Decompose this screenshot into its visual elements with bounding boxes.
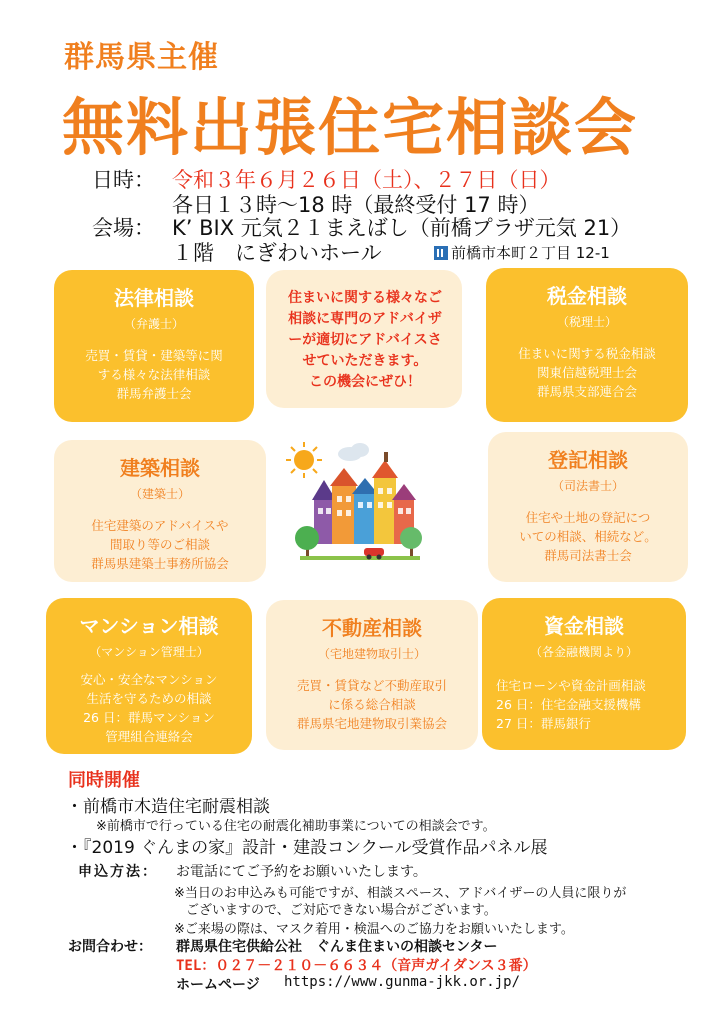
consult-box-registration xyxy=(488,432,688,582)
consult-desc-line: に係る総合相談 xyxy=(328,697,416,712)
consult-desc-line: 住宅や土地の登記につ xyxy=(525,510,651,525)
consult-desc-line: 管理組合連絡会 xyxy=(105,729,193,744)
phone-number[interactable]: TEL：０２７－２１０－６６３４（音声ガイダンス３番） xyxy=(176,958,537,974)
consult-box-tax xyxy=(486,268,688,422)
consult-box-finance xyxy=(482,598,686,750)
consult-desc-line: 安心・安全なマンション xyxy=(80,672,218,687)
town-illustration xyxy=(280,434,430,574)
consult-sub: （司法書士） xyxy=(551,479,624,493)
consult-desc-line: 群馬県支部連合会 xyxy=(536,384,637,399)
datetime-label: 日時： xyxy=(92,168,155,192)
venue-address-text: 前橋市本町２丁目 12-1 xyxy=(451,244,610,262)
organizer-label: 群馬県主催 xyxy=(64,40,219,75)
consult-title: 建築相談 xyxy=(120,456,200,480)
consult-title: マンション相談 xyxy=(79,614,219,638)
consult-desc-line: 群馬弁護士会 xyxy=(116,386,192,401)
apply-value: お電話にてご予約をお願いいたします。 xyxy=(176,864,427,880)
consult-desc-line: 群馬県宅地建物取引業協会 xyxy=(296,716,447,731)
consult-box-legal xyxy=(54,270,254,422)
consult-box-architecture xyxy=(54,440,266,582)
concurrent-item: ・前橋市木造住宅耐震相談 xyxy=(66,797,270,817)
consult-desc-line: 住まいに関する税金相談 xyxy=(518,346,656,361)
center-message xyxy=(274,288,456,393)
ground-icon xyxy=(300,556,420,560)
houses-icon xyxy=(312,452,416,544)
consult-title: 登記相談 xyxy=(548,448,628,472)
consult-sub: （マンション管理士） xyxy=(89,645,209,659)
apply-note: ※当日のお申込みも可能ですが、相談スペース、アドバイザーの人員に限りが xyxy=(174,886,627,901)
consult-desc-line: 売買・賃貸・建築等に関 xyxy=(85,348,223,363)
consult-desc-line: 群馬司法書士会 xyxy=(544,548,632,563)
concurrent-title: 同時開催 xyxy=(68,770,140,791)
consult-box-real-estate xyxy=(266,600,478,750)
message-line: この機会にぜひ！ xyxy=(309,374,421,390)
consult-desc-line: する様々な法律相談 xyxy=(97,367,211,382)
message-line: せていただきます。 xyxy=(302,353,428,369)
concurrent-item: ・『2019 ぐんまの家』設計・建設コンクール受賞作品パネル展 xyxy=(66,838,548,858)
consult-desc-line: 関東信越税理士会 xyxy=(536,365,637,380)
building-icon xyxy=(434,246,448,260)
consult-desc-line: 生活を守るための相談 xyxy=(86,691,212,706)
homepage-link[interactable]: https://www.gunma-jkk.or.jp/ xyxy=(284,974,521,990)
consult-desc-line: 26 日：群馬マンション xyxy=(83,710,215,725)
datetime-value: 令和３年６月２６日（土）、２７日（日） xyxy=(172,168,561,192)
consult-box-condominium xyxy=(46,598,252,754)
concurrent-item-note: ※前橋市で行っている住宅の耐震化補助事業についての相談会です。 xyxy=(96,819,496,834)
apply-label: 申込方法： xyxy=(78,864,158,880)
sun-icon xyxy=(286,442,322,478)
apply-note: ございますので、ご対応できない場合がございます。 xyxy=(186,903,497,918)
consult-title: 資金相談 xyxy=(544,614,624,638)
consult-desc-line: 26 日：住宅金融支援機構 xyxy=(496,697,641,712)
consult-sub: （建築士） xyxy=(129,487,190,501)
consult-title: 法律相談 xyxy=(114,286,194,310)
apply-note: ※ご来場の際は、マスク着用・検温へのご協力をお願いいたします。 xyxy=(174,922,574,937)
consult-desc-line: 住宅ローンや資金計画相談 xyxy=(496,678,646,693)
consult-sub: （税理士） xyxy=(556,315,617,329)
consult-desc-line: いての相談、相続など。 xyxy=(519,529,657,544)
consult-desc-line: 住宅建築のアドバイスや xyxy=(91,518,229,533)
venue-address xyxy=(434,242,610,263)
message-line: 相談に専門のアドバイザ xyxy=(288,311,442,327)
homepage-label: ホームページ xyxy=(176,977,260,993)
consult-desc-line: 27 日：群馬銀行 xyxy=(496,716,591,731)
contact-label: お問合わせ： xyxy=(68,939,152,955)
consult-desc-line: 売買・賃貸など不動産取引 xyxy=(296,678,447,693)
cloud-icon xyxy=(338,443,369,461)
message-line: ーが適切にアドバイスさ xyxy=(288,332,442,348)
consult-desc-line: 群馬県建築士事務所協会 xyxy=(91,556,229,571)
consult-title: 税金相談 xyxy=(547,284,627,308)
consult-sub: （各金融機関より） xyxy=(529,645,638,659)
consult-sub: （宅地建物取引士） xyxy=(317,647,426,661)
page-title: 無料出張住宅相談会 xyxy=(62,91,639,164)
datetime-hours: 各日１３時～18 時（最終受付 17 時） xyxy=(172,193,540,217)
consult-sub: （弁護士） xyxy=(123,317,184,331)
venue-name: K’ BIX 元気２１まえばし（前橋プラザ元気 21） xyxy=(172,216,632,240)
message-line: 住まいに関する様々なご xyxy=(288,290,442,306)
venue-label: 会場： xyxy=(92,216,155,240)
venue-hall: １階 にぎわいホール xyxy=(172,241,382,265)
contact-value: 群馬県住宅供給公社 ぐんま住まいの相談センター xyxy=(176,939,498,955)
consult-desc-line: 間取り等のご相談 xyxy=(109,537,210,552)
consult-title: 不動産相談 xyxy=(322,616,422,640)
